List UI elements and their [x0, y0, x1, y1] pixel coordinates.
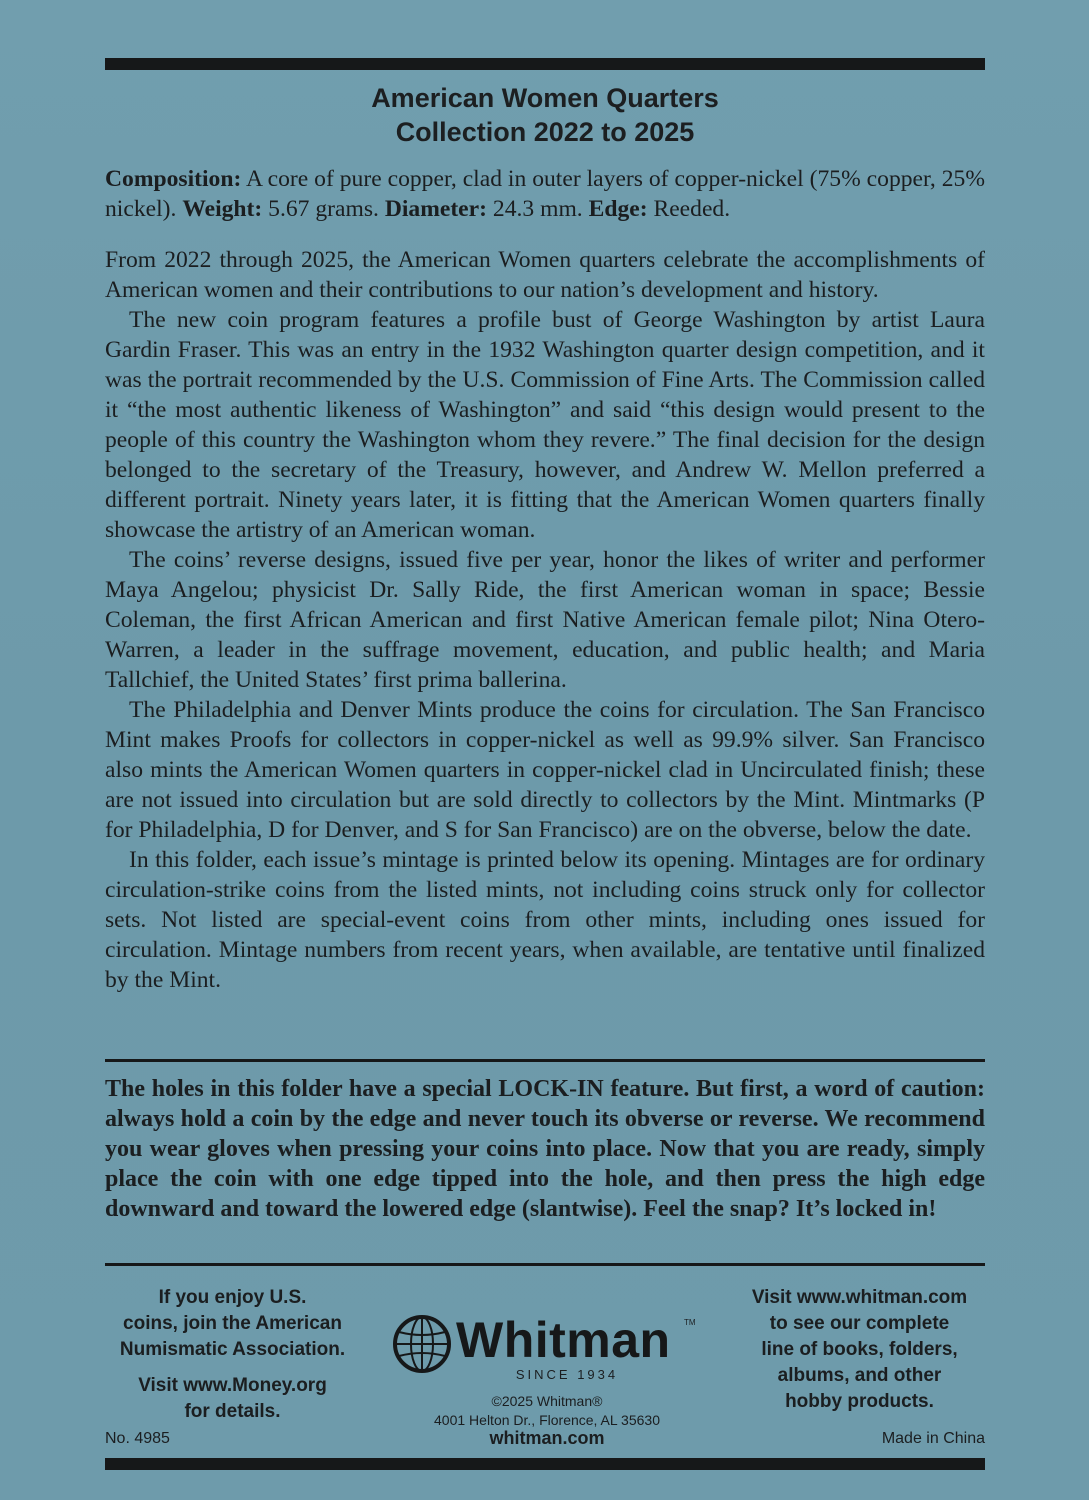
body-text — [105, 245, 985, 995]
paragraph-obverse: The new coin program features a profile bust of George Washington by artist Laura Gardin Fraser. This was an entry in the 1932 Washington quarter design competition, and it was the portrait recommended by the U.S. Commission of Fine Arts. The Commission called it “the most authentic likeness of Washington” and said “this design would present to the people of this country the Washington whom they revere.” The final decision for the design belonged to the secretary of the Treasury, however, and Andrew W. Mellon preferred a different portrait. Ninety years later, it is fitting that the American Women quarters finally showcase the artistry of an American woman. — [105, 307, 985, 543]
globe-icon — [392, 1314, 452, 1374]
publisher-info — [392, 1392, 702, 1430]
item-number: No. 4985 — [105, 1430, 170, 1447]
weight-label: Weight: — [182, 196, 263, 222]
trademark-mark: TM — [684, 1318, 696, 1327]
lockin-instructions: The holes in this folder have a special LOCK-IN feature. But first, a word of caution: always hold a coin by the edge and never touch its obverse or reverse. We recommend you wear gloves when pressing your coins into place. Now that you are ready, simply place the coin with one edge tipped into the hole, and then press the high edge downward and toward the lowered edge (slantwise). Feel the snap? It’s locked in! — [105, 1076, 985, 1222]
whitman-url[interactable]: whitman.com — [489, 1428, 605, 1448]
composition-label: Composition: — [105, 166, 242, 192]
weight-value: 5.67 grams. — [262, 196, 385, 222]
paragraph-intro: From 2022 through 2025, the American Women quarters celebrate the accomplishments of American women and their contributions to our nation’s development and history. — [105, 247, 985, 303]
paragraph-reverse: The coins’ reverse designs, issued five per year, honor the likes of writer and performer Maya Angelou; physicist Dr. Sally Ride, the first American woman in space; Bessie Coleman, the first African American and first Native American female pilot; Nina Otero-Warren, a leader in the suffrage movement, education, and public health; and Maria Tallchief, the United States’ first prima ballerina. — [105, 547, 985, 693]
address-line: 4001 Helton Dr., Florence, AL 35630 — [434, 1412, 660, 1428]
ana-line-2: coins, join the American — [123, 1313, 342, 1334]
copyright-line: ©2025 Whitman® — [491, 1393, 603, 1409]
ana-line-4: Visit www.Money.org — [138, 1375, 327, 1396]
promo-line-1: Visit www.whitman.com — [751, 1287, 968, 1308]
composition-text: A core of pure copper, clad in outer layers of copper-nickel (75% copper, 25% nickel). — [105, 166, 985, 222]
diameter-value: 24.3 mm. — [487, 196, 589, 222]
divider-rule-1 — [105, 1059, 985, 1062]
title-line-1: American Women Quarters — [371, 83, 719, 113]
paragraph-mints: The Philadelphia and Denver Mints produce the coins for circulation. The San Francisco Mint makes Proofs for collectors in copper-nickel as well as 99.9% silver. San Francisco also mints the American Women quarters in copper-nickel clad in Uncirculated finish; these are not issued into circulation but are sold directly to collectors by the Mint. Mintmarks (P for Philadelphia, D for Denver, and S for San Francisco) are on the obverse, below the date. — [105, 697, 985, 843]
ana-line-5: for details. — [184, 1401, 281, 1422]
ana-line-1: If you enjoy U.S. — [158, 1287, 307, 1308]
title-line-2: Collection 2022 to 2025 — [395, 117, 695, 147]
page-title — [105, 81, 985, 149]
paragraph-mintages: In this folder, each issue’s mintage is printed below its opening. Mintages are for ordinary circulation-strike coins from the listed mints, not including coins struck only for collector sets. Not listed are special-event coins from other mints, including ones issued for circulation. Mintage numbers from recent years, when available, are tentative until finalized by the Mint. — [105, 847, 985, 993]
made-in-label: Made in China — [881, 1430, 985, 1447]
ana-line-3: Numismatic Association. — [119, 1339, 346, 1360]
ana-promo — [100, 1285, 365, 1425]
divider-rule-2 — [105, 1263, 985, 1266]
bottom-rule — [105, 1458, 985, 1470]
promo-line-2: to see our complete — [769, 1313, 950, 1334]
promo-line-5: hobby products. — [785, 1391, 934, 1412]
promo-line-4: albums, and other — [777, 1365, 942, 1386]
logo-wordmark: Whitman — [456, 1312, 671, 1368]
whitman-promo — [722, 1285, 997, 1415]
since-year: SINCE 1934 — [515, 1367, 619, 1382]
edge-value: Reeded. — [647, 196, 731, 222]
diameter-label: Diameter: — [384, 196, 487, 222]
promo-line-3: line of books, folders, — [761, 1339, 958, 1360]
top-rule — [105, 58, 985, 70]
edge-label: Edge: — [588, 196, 648, 222]
composition-paragraph — [105, 164, 985, 224]
